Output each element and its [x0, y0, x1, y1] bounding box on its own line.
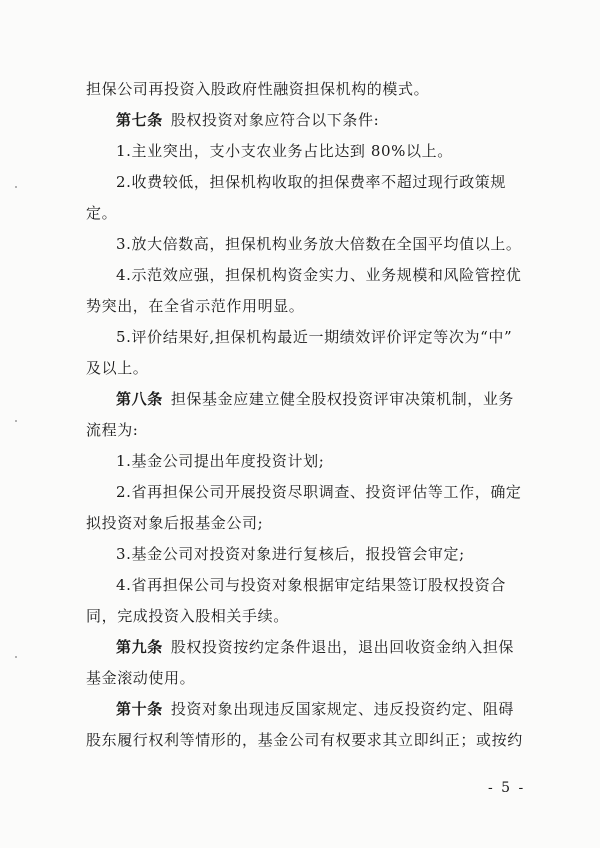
article-number: 第十条 [116, 700, 163, 718]
text-line-5: 定。 [86, 204, 118, 222]
text-line-10: 及以上。 [86, 359, 149, 377]
text-line-17: 4.省再担保公司与投资对象根据审定结果签订股权投资合 [116, 576, 506, 594]
text-line-14: 2.省再担保公司开展投资尽职调查、投资评估等工作，确定 [116, 483, 522, 501]
text-line-18: 同，完成投资入股相关手续。 [86, 607, 289, 625]
document-body [86, 74, 536, 756]
article-9-heading-line: 第九条 股权投资按约定条件退出，退出回收资金纳入担保 [116, 638, 515, 656]
margin-dot [15, 656, 17, 658]
text-line-16: 3.基金公司对投资对象进行复核后，报投管会审定; [116, 545, 465, 563]
article-8-heading-line: 第八条 担保基金应建立健全股权投资评审决策机制，业务 [116, 390, 515, 408]
text-line-3: 1.主业突出，支小支农业务占比达到 80%以上。 [116, 142, 453, 160]
text-line-15: 拟投资对象后报基金公司; [86, 514, 264, 532]
text-line-20: 基金滚动使用。 [86, 669, 196, 687]
article-10-heading-line: 第十条 投资对象出现违反国家规定、违反投资约定、阻碍 [116, 700, 515, 718]
article-number: 第八条 [116, 390, 163, 408]
article-number: 第九条 [116, 638, 163, 656]
text-line-22: 股东履行权利等情形的，基金公司有权要求其立即纠正；或按约 [86, 731, 523, 749]
page-number: - 5 - [488, 780, 526, 796]
text-line-1: 担保公司再投资入股政府性融资担保机构的模式。 [86, 80, 430, 98]
text-line-4: 2.收费较低，担保机构收取的担保费率不超过现行政策规 [116, 173, 506, 191]
article-number: 第七条 [116, 111, 163, 129]
margin-dot [15, 186, 17, 188]
margin-dot [15, 420, 17, 422]
text-line-6: 3.放大倍数高，担保机构业务放大倍数在全国平均值以上。 [116, 235, 522, 253]
text-line-7: 4.示范效应强，担保机构资金实力、业务规模和风险管控优 [116, 266, 522, 284]
text-line-12: 流程为: [86, 421, 139, 439]
text-line-13: 1.基金公司提出年度投资计划; [116, 452, 325, 470]
text-line-9: 5.评价结果好,担保机构最近一期绩效评价评定等次为“中” [116, 328, 513, 346]
text-line-8: 势突出，在全省示范作用明显。 [86, 297, 305, 315]
article-7-heading-line: 第七条 股权投资对象应符合以下条件: [116, 111, 380, 129]
